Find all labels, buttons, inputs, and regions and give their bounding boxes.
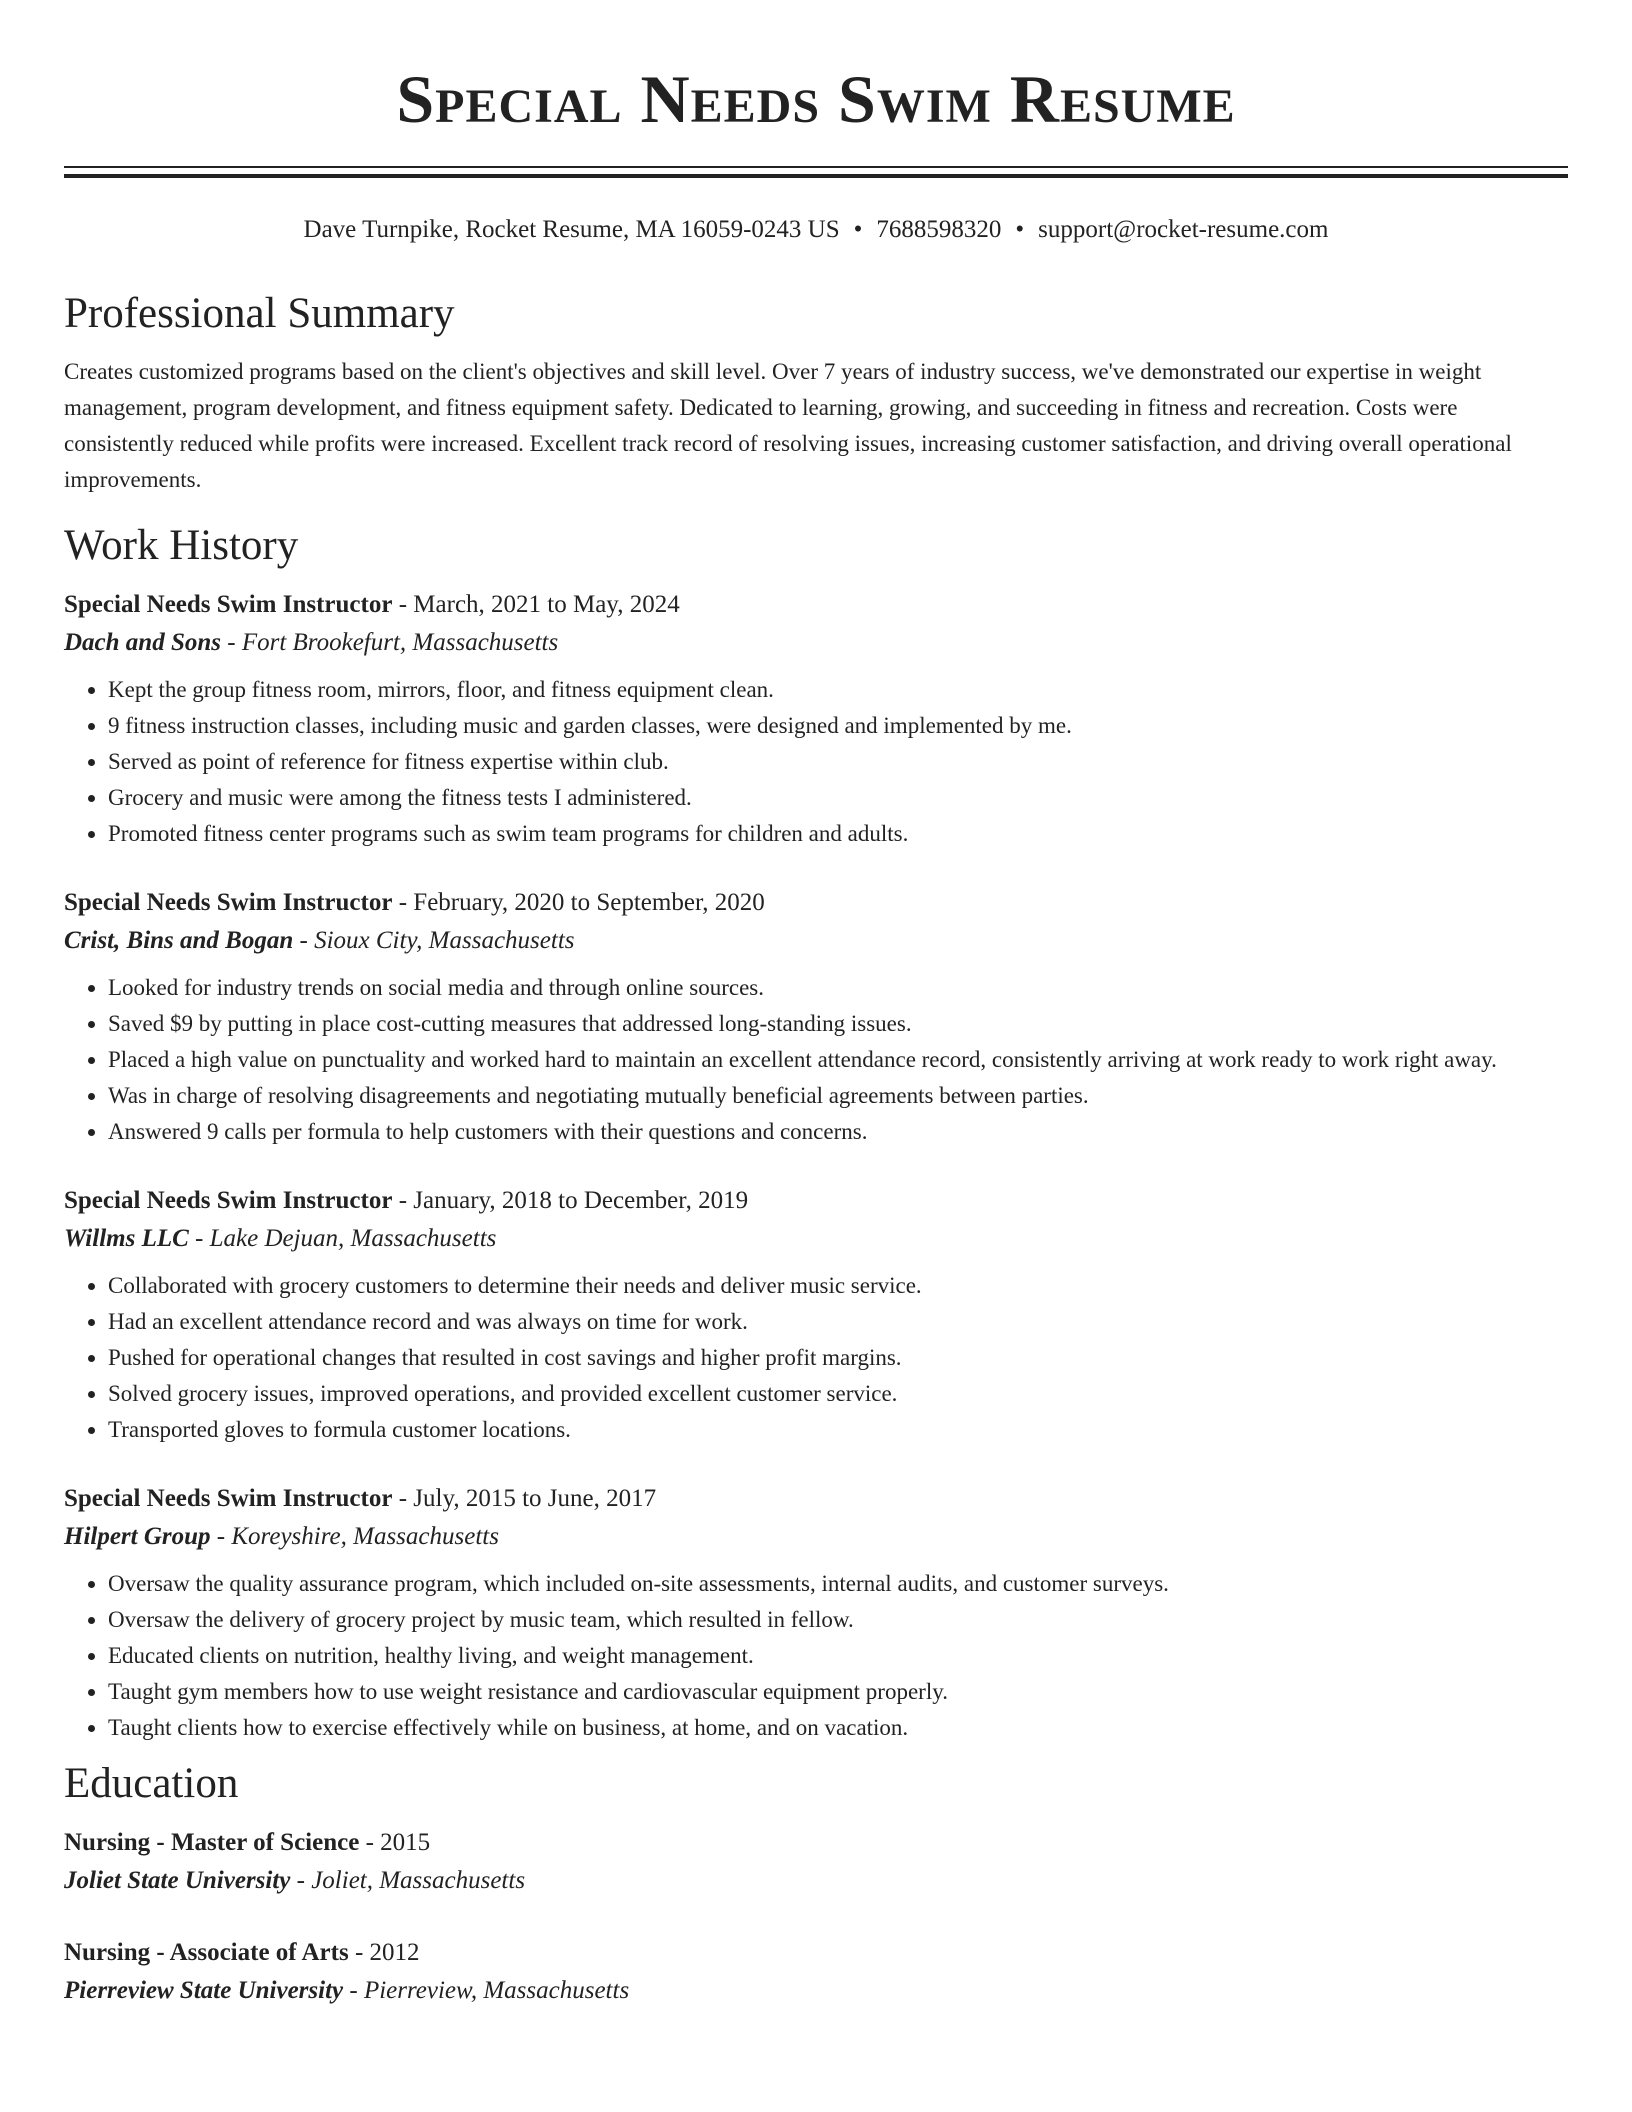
list-item: • Solved grocery issues, improved operations, and provided excellent customer service. — [108, 1376, 1568, 1412]
list-item: • Transported gloves to formula customer locations. — [108, 1412, 1568, 1448]
list-item: • Placed a high value on punctuality and worked hard to maintain an excellent attendance record, consistently arriving at work ready to work right away. — [108, 1042, 1568, 1078]
education-entry — [64, 1824, 1568, 1900]
degree-year: - 2012 — [348, 1939, 420, 1966]
title-rule-bottom — [64, 174, 1568, 178]
list-item: • Had an excellent attendance record and was always on time for work. — [108, 1304, 1568, 1340]
job-title: Special Needs Swim Instructor — [64, 1187, 393, 1214]
list-item: • Served as point of reference for fitness expertise within club. — [108, 744, 1568, 780]
job-duties-list — [64, 970, 1568, 1150]
spacer — [64, 852, 1568, 884]
list-item: • Was in charge of resolving disagreements and negotiating mutually beneficial agreements between parties. — [108, 1078, 1568, 1114]
job-duties-list — [64, 672, 1568, 852]
list-item: • Kept the group fitness room, mirrors, floor, and fitness equipment clean. — [108, 672, 1568, 708]
contact-separator: • — [1015, 216, 1025, 243]
list-item: • Oversaw the delivery of grocery project by music team, which resulted in fellow. — [108, 1602, 1568, 1638]
job-entry — [64, 1480, 1568, 1746]
job-location: - Koreyshire, Massachusetts — [210, 1523, 499, 1550]
degree-line — [64, 1824, 1568, 1862]
job-dates: - February, 2020 to September, 2020 — [392, 889, 765, 916]
contact-separator: • — [853, 216, 863, 243]
job-dates: - March, 2021 to May, 2024 — [392, 591, 680, 618]
contact-email: support@rocket-resume.com — [1038, 216, 1329, 243]
school-line — [64, 1862, 1568, 1900]
list-item: • Saved $9 by putting in place cost-cutting measures that addressed long-standing issues. — [108, 1006, 1568, 1042]
summary-heading: Professional Summary — [64, 290, 455, 337]
list-item: • Taught gym members how to use weight resistance and cardiovascular equipment properly. — [108, 1674, 1568, 1710]
resume-page — [64, 0, 1568, 2010]
contact-line — [64, 214, 1568, 246]
list-item: • Taught clients how to exercise effectively while on business, at home, and on vacation. — [108, 1710, 1568, 1746]
education-entry — [64, 1934, 1568, 2010]
job-company-line — [64, 922, 1568, 960]
job-title: Special Needs Swim Instructor — [64, 591, 393, 618]
spacer — [64, 1448, 1568, 1480]
job-company: Dach and Sons — [64, 629, 221, 656]
list-item: • Pushed for operational changes that resulted in cost savings and higher profit margins. — [108, 1340, 1568, 1376]
list-item: • Looked for industry trends on social media and through online sources. — [108, 970, 1568, 1006]
job-location: - Sioux City, Massachusetts — [293, 927, 575, 954]
work-history-heading: Work History — [64, 522, 299, 569]
job-company-line — [64, 1518, 1568, 1556]
job-entry — [64, 586, 1568, 852]
job-duties-list — [64, 1268, 1568, 1448]
list-item: • Oversaw the quality assurance program, which included on-site assessments, internal audits, and customer surveys. — [108, 1566, 1568, 1602]
job-title-line — [64, 1480, 1568, 1518]
job-entry — [64, 884, 1568, 1150]
spacer — [64, 1150, 1568, 1182]
job-duties-list — [64, 1566, 1568, 1746]
school-name: Joliet State University — [64, 1867, 291, 1894]
resume-title: Special Needs Swim Resume — [396, 61, 1236, 137]
job-dates: - January, 2018 to December, 2019 — [392, 1187, 749, 1214]
contact-phone: 7688598320 — [876, 216, 1002, 243]
job-title-line — [64, 884, 1568, 922]
job-title: Special Needs Swim Instructor — [64, 889, 393, 916]
school-location: - Joliet, Massachusetts — [290, 1867, 526, 1894]
school-location: - Pierreview, Massachusetts — [343, 1977, 630, 2004]
list-item: • 9 fitness instruction classes, including music and garden classes, were designed and implemented by me. — [108, 708, 1568, 744]
list-item: • Promoted fitness center programs such as swim team programs for children and adults. — [108, 816, 1568, 852]
degree: Nursing - Master of Science — [64, 1829, 360, 1856]
list-item: • Answered 9 calls per formula to help customers with their questions and concerns. — [108, 1114, 1568, 1150]
job-location: - Fort Brookefurt, Massachusetts — [221, 629, 559, 656]
summary-text: Creates customized programs based on the client's objectives and skill level. Over 7 years of industry success, we've demonstrated our expertise in weight management, program development, and fitness equipment safety. Dedicated to learning, growing, and succeeding in fitness and recreation. Costs were consistently reduced while profits were increased. Excellent track record of resolving issues, increasing customer satisfaction, and driving overall operational improvements. — [64, 359, 1512, 492]
job-company: Willms LLC — [64, 1225, 189, 1252]
education-heading: Education — [64, 1760, 239, 1807]
degree-line — [64, 1934, 1568, 1972]
degree: Nursing - Associate of Arts — [64, 1939, 349, 1966]
contact-address: Dave Turnpike, Rocket Resume, MA 16059-0243 US — [303, 216, 840, 243]
job-company-line — [64, 624, 1568, 662]
job-title: Special Needs Swim Instructor — [64, 1485, 393, 1512]
job-location: - Lake Dejuan, Massachusetts — [188, 1225, 497, 1252]
job-company-line — [64, 1220, 1568, 1258]
spacer — [64, 1900, 1568, 1934]
list-item: • Grocery and music were among the fitness tests I administered. — [108, 780, 1568, 816]
job-entry — [64, 1182, 1568, 1448]
list-item: • Collaborated with grocery customers to determine their needs and deliver music service. — [108, 1268, 1568, 1304]
job-dates: - July, 2015 to June, 2017 — [392, 1485, 657, 1512]
list-item: • Educated clients on nutrition, healthy living, and weight management. — [108, 1638, 1568, 1674]
job-company: Crist, Bins and Bogan — [64, 927, 294, 954]
school-line — [64, 1972, 1568, 2010]
degree-year: - 2015 — [359, 1829, 431, 1856]
title-rule-top — [64, 166, 1568, 168]
job-title-line — [64, 586, 1568, 624]
job-company: Hilpert Group — [64, 1523, 211, 1550]
school-name: Pierreview State University — [64, 1977, 344, 2004]
job-title-line — [64, 1182, 1568, 1220]
